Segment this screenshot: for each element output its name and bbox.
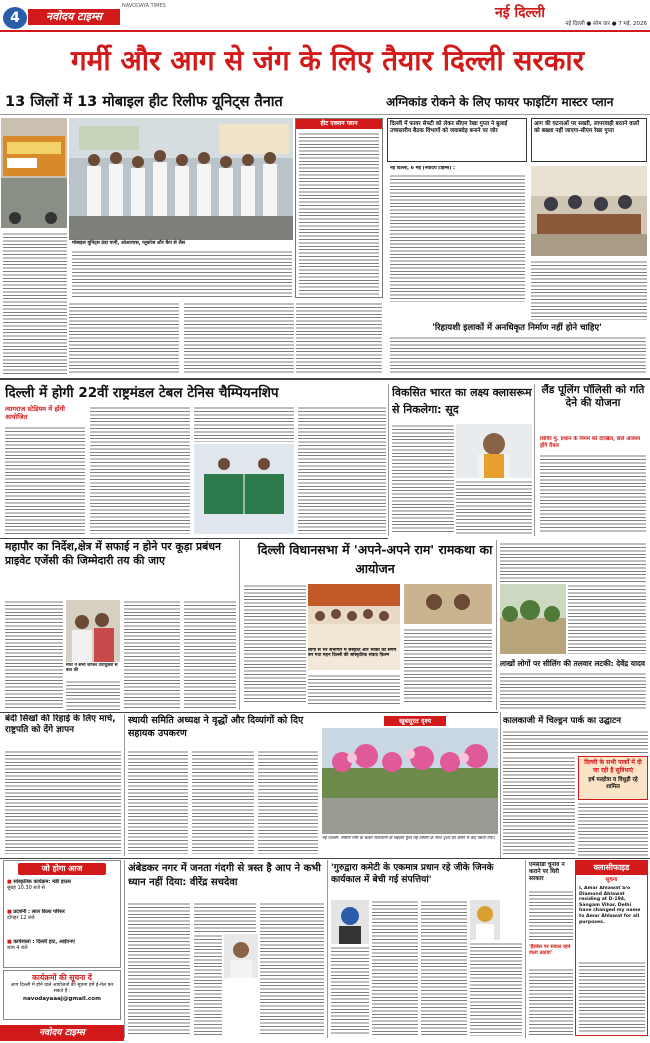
tt-body-col1 (5, 426, 85, 534)
land-body-right-1 (500, 542, 646, 582)
today-item-2 (7, 909, 119, 937)
today-item-3-label: कार्यशाला : दिल्ली हाट, आईएनए (13, 939, 75, 945)
today-title: जो होगा आज (18, 863, 106, 875)
lead-subhead-fire: अग्निकांड रोकने के लिए फायर फाइटिंग मास्टर प्लान (386, 95, 614, 109)
fire-body-col1 (390, 174, 525, 302)
today-item-3-time: शाम 4 बजे (7, 945, 28, 952)
section-label: नई दिल्ली (494, 5, 545, 21)
today-item-1-bullet-icon: ■ (7, 879, 14, 885)
special-photo (322, 728, 498, 834)
mayor-body-col2 (66, 680, 120, 710)
notice-email[interactable]: navodayaaaj@gmail.com (23, 996, 101, 1002)
ambedkar-body-col3 (260, 902, 324, 1036)
sikh-headline: बंदी सिखों की रिहाई के लिए मार्च, राष्ट्रपति को देंगे ज्ञापन (5, 714, 116, 735)
ambedkar-body-col2 (194, 902, 256, 932)
lab-headline: विकसित भारत का लक्ष्य क्लासरूम से निकलेगा: सूद (392, 386, 532, 416)
sood-photo (456, 424, 532, 478)
gurudwara-photo-2 (470, 900, 500, 940)
fire-quote: 'रिहायशी इलाकों में अनधिकृत निर्माण नहीं होने चाहिए' (432, 323, 602, 333)
mayor-body-col4 (184, 600, 236, 710)
heat-body-col2 (69, 302, 179, 374)
sealing-headline: लाखों लोगों पर सीलिंग की तलवार लटकी: देवेंद्र यादव (500, 659, 646, 668)
mayor-headline: महापौर का निर्देश,क्षेत्र में सफाई न होने पर कूड़ा प्रबंधन प्राइवेट एजेंसी की जिम्मेदारी तय की जाए (5, 540, 221, 567)
mayor-body-col3 (124, 600, 180, 710)
gurudwara-headline: 'गुरुद्वारा कमेटी के एकमात्र प्रधान रहे जीके जिनके कार्यकाल में बेची गई संपत्तियां' (331, 863, 494, 885)
today-item-2-label: प्रदर्शनी : लाल किला परिसर (13, 909, 65, 915)
today-item-1-time: सुबह 10.30 बजे से (7, 885, 45, 892)
classifieds-subtitle: सूचना (605, 877, 618, 883)
ram-photo (308, 584, 400, 648)
kalka-box-text: दिल्ली के सभी पार्कों में दी जा रही है सुविधाएं (584, 759, 642, 774)
sikh-body (5, 750, 121, 854)
today-item-1 (7, 879, 119, 907)
tt-body-col2 (90, 406, 190, 534)
today-item-1-label: सांस्कृतिक कार्यक्रम: मंडी हाउस (13, 879, 71, 885)
kalka-body-col1 (503, 730, 648, 754)
ram-photo-2 (404, 584, 492, 624)
land-pooling-body (540, 454, 646, 534)
mayor-body-col1 (5, 600, 63, 710)
tt-photo (194, 444, 294, 534)
gurudwara-body-col3 (470, 942, 522, 1036)
kalka-highlight-box (578, 756, 648, 800)
cleaning-body-col2 (192, 750, 254, 854)
kalka-headline: कालकाजी में चिल्ड्रन पार्क का उद्घाटन (503, 716, 622, 726)
page-number: 4 (3, 7, 27, 29)
ram-body-col1 (244, 584, 306, 704)
lead-subhead-heat: 13 जिलों में 13 मोबाइल हीट रिलीफ यूनिट्स तैनात (5, 94, 283, 110)
sachdeva-photo (224, 934, 258, 978)
heat-cm-photo (69, 118, 293, 240)
classifieds-more (579, 961, 645, 1033)
special-photo-caption: नई दिल्ली: भीषण गर्मी के चलते राजधानी के खिलते फूल नई तस्वीर के साथ दृश्य को कैमरे में कैद किया गया। (322, 836, 495, 841)
today-item-3-bullet-icon: ■ (7, 939, 14, 945)
cleaning-headline: स्थायी समिति अध्यक्ष ने वृद्धों और दिव्यांगों को दिए सहायक उपकरण (128, 715, 304, 739)
mcd-subhead: 'हैंडवेल पर सवाल रहने वाला उठाया' (529, 944, 571, 957)
paper-name-small: NAVODAYA TIMES (122, 3, 166, 9)
heat-body-col3 (184, 302, 294, 374)
ram-photo-caption: लोगों से भरे सभागार में संस्कृति और भक्ति का संगम बन गया महन दिल्ली की सांस्कृतिक संवाद फ़िल्म (308, 648, 400, 670)
land-body-right-2 (568, 584, 646, 654)
heat-photo-caption-body (72, 250, 292, 298)
heat-body-col4 (296, 302, 382, 374)
sealing-body (500, 672, 646, 710)
notice-box (3, 970, 121, 1020)
ambedkar-headline: अंबेडकर नगर में जनता गंदगी से त्रस्त है आप ने कभी ध्यान नहीं दिया: वीरेंद्र सचदेवा (128, 863, 321, 888)
cleaning-body-col1 (128, 750, 188, 854)
sidebox-title: हीट एक्शन प्लान (296, 119, 382, 129)
notice-text: आप दिल्ली में होने वाले आयोजनों की सूचना हमें ई-मेल कर सकते हैं : (10, 983, 114, 994)
tt-body-col4 (298, 406, 386, 534)
ambedkar-body-col2b (194, 934, 222, 1036)
gurudwara-body-col2 (421, 900, 467, 1036)
kalka-body-col2 (503, 756, 575, 856)
special-photo-label: खूबसूरत दृश्य (384, 716, 446, 726)
cleaning-body-col3 (258, 750, 318, 854)
fire-bullet-2: आग की घटनाओं पर सख्ती, लापरवाही बरतने वालों को बख्शा नहीं जाएगा-सीएम रेखा गुप्ता (531, 118, 647, 162)
heat-body-col1 (3, 232, 67, 374)
notice-title: कार्यक्रमों की सूचना दें (32, 973, 92, 982)
gurudwara-photo-1 (331, 900, 369, 944)
mcd-title: एमसीडी चुनाव न कराने पर घिरी सरकार (529, 862, 565, 882)
tt-body-col3 (194, 406, 294, 442)
lead-headline: गर्मी और आग से जंग के लिए तैयार दिल्ली सरकार (70, 44, 585, 77)
lab-body-col1 (392, 424, 454, 534)
mcd-body-2 (529, 968, 573, 1036)
today-item-2-bullet-icon: ■ (7, 909, 14, 915)
fire-dateline: नई दिल्ली, 6 मई (नवोदय टाइम्स) : (390, 166, 455, 171)
today-item-2-time: दोपहर 12 बजे (7, 915, 35, 922)
fire-body-col2 (531, 260, 647, 320)
heat-photo-caption-title: मोबाइल यूनिट्स ठंडा पानी, ओआरएस, ग्लूकोज और कैप से लैस (72, 241, 185, 246)
mcd-body-1 (529, 890, 573, 942)
fire-meeting-photo (531, 166, 647, 256)
masthead (0, 0, 650, 32)
gurudwara-body-col1b (331, 946, 369, 1036)
footer-band: नवोदय टाइम्स (0, 1025, 124, 1041)
lab-body-col2 (456, 480, 532, 534)
classifieds-text: I, Amar Ahlawat S/o Diamond Ahlawat residing at D-194, Sangam Vihar, Delhi have changed my name to Amar Ahlawat for all purposes. (579, 886, 641, 925)
heat-action-sidebox (295, 118, 383, 298)
today-item-3 (7, 939, 119, 967)
kalka-body-col3 (578, 802, 648, 856)
ambedkar-body-col1 (128, 902, 190, 1036)
mayor-photo (66, 600, 120, 662)
land-pooling-subhead: शिविर मु. प्रधान के निगम को दाखिल, छले आवश्य होंगे तैयार (540, 436, 641, 449)
land-pooling-top (538, 384, 648, 536)
fire-quote-body (390, 336, 646, 374)
paper-logo: नवोदय टाइम्स (28, 9, 120, 25)
heat-relief-photo (1, 118, 67, 228)
gurudwara-body-col1 (372, 900, 418, 1036)
ram-body-col2 (308, 674, 400, 704)
ram-body-col3 (404, 628, 492, 704)
classifieds-title: क्लासीफाइड (576, 861, 647, 875)
classifieds-box (575, 860, 648, 1036)
kalka-box-text-2: हर्ष मल्होत्रा व विधुड़ी रहे शामिल (588, 777, 638, 790)
dateline: नई दिल्ली ● सोम वार ● 7 मई, 2026 (565, 21, 647, 27)
land-pooling-title-text: लैंड पूलिंग पॉलिसी को गति देने की योजना (541, 384, 645, 409)
tt-headline: दिल्ली में होगी 22वीं राष्ट्रमंडल टेबल टेनिस चैम्पियनशिप (5, 385, 279, 401)
tt-subhead: त्यागराज स्टेडियम में होंगी आयोजित (5, 405, 65, 421)
today-box (3, 860, 121, 968)
fire-bullet-1: दिल्ली में फायर सेफ्टी को लेकर सीएम रेखा गुप्ता ने बुलाई उच्चस्तरीय बैठक विभागों को जवाबदेह बनाने पर जोर (387, 118, 527, 162)
sidebox-list (299, 132, 379, 296)
land-photo (500, 584, 566, 654)
ram-headline: दिल्ली विधानसभा में 'अपने-अपने राम' रामकथा का आयोजन (257, 542, 493, 576)
mayor-photo-caption: मेयर ने सभी जोनल उपायुक्तों से बात की (66, 663, 118, 674)
